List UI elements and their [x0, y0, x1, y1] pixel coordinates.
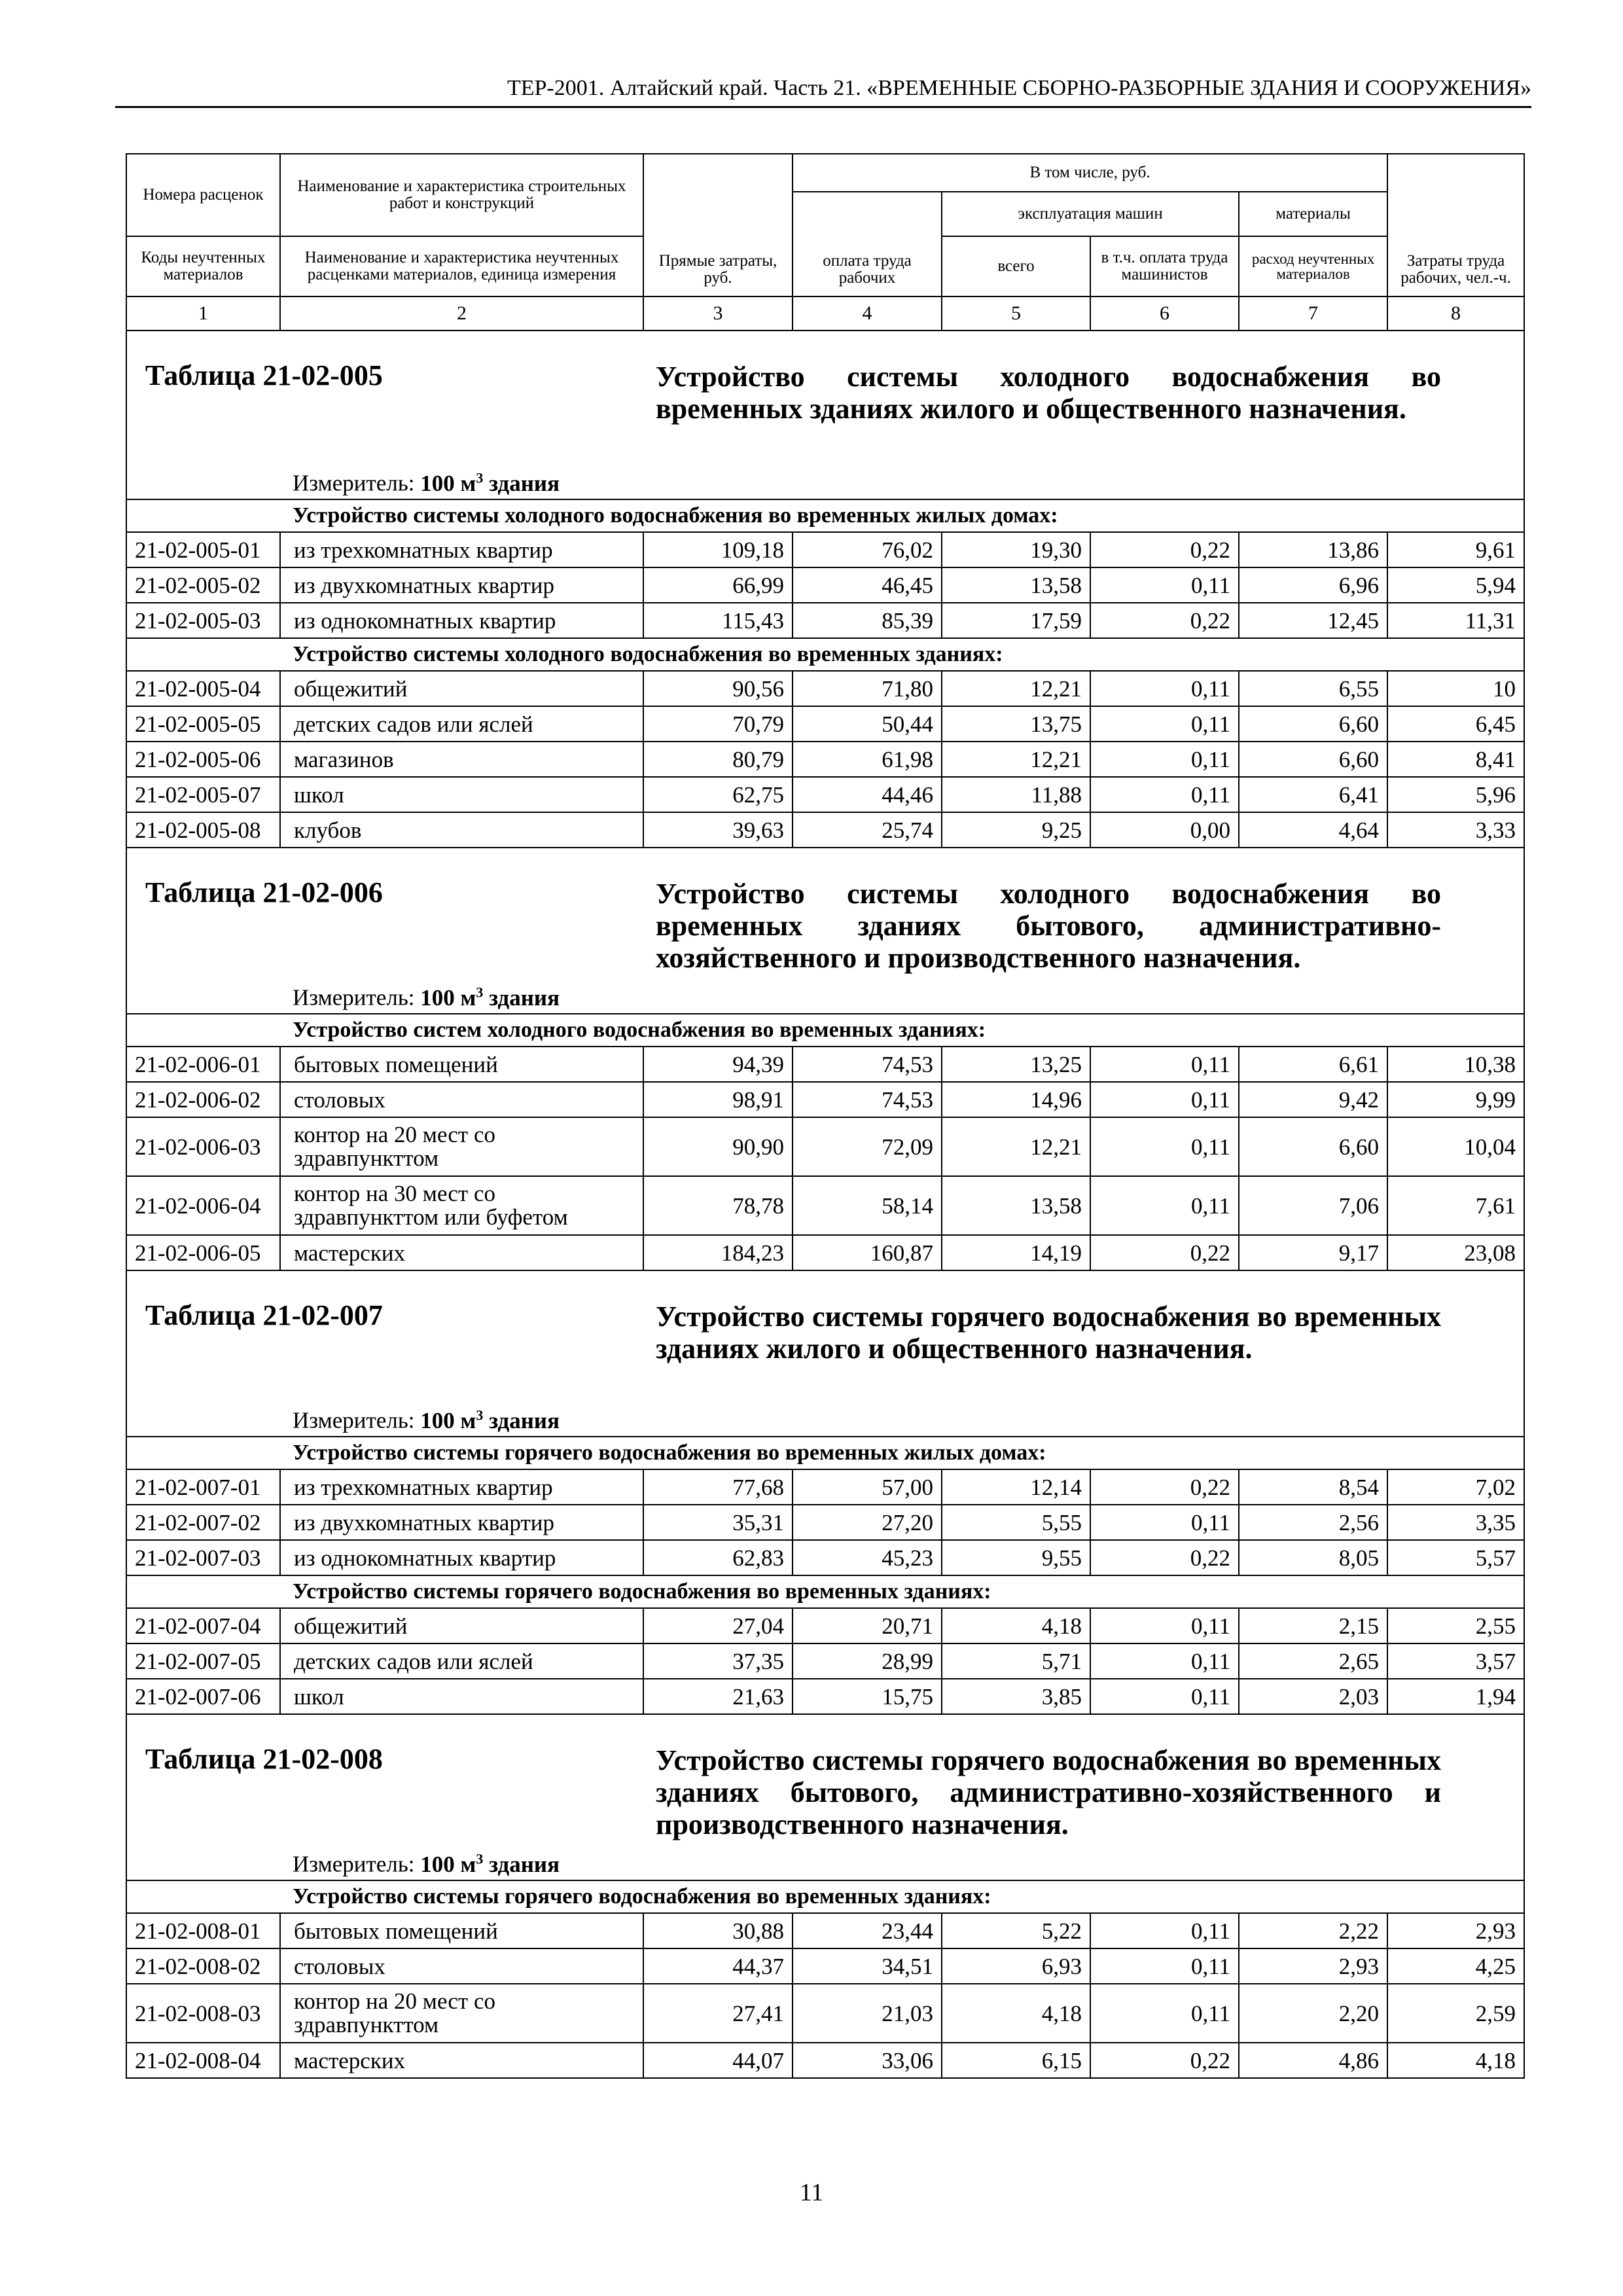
machines-total: 13,58 [942, 567, 1090, 603]
table-row [126, 532, 1524, 567]
rate-code: 21-02-007-02 [126, 1505, 280, 1540]
col-header-unaccounted-consumption: расход неучтенных материалов [1239, 236, 1387, 296]
machinists-pay: 0,11 [1090, 1948, 1239, 1984]
machines-total: 14,96 [942, 1082, 1090, 1117]
work-name: бытовых помещений [280, 1913, 643, 1948]
page-number: 11 [799, 2179, 824, 2206]
direct-costs: 90,90 [643, 1117, 793, 1176]
rate-code: 21-02-007-05 [126, 1643, 280, 1679]
direct-costs: 94,39 [643, 1047, 793, 1082]
rate-code: 21-02-008-04 [126, 2043, 280, 2078]
rate-code: 21-02-007-03 [126, 1540, 280, 1575]
table-row [126, 1984, 1524, 2043]
section-title: Устройство системы горячего водоснабжения во временных жилых домах: [126, 1437, 1524, 1469]
worker-pay: 33,06 [793, 2043, 942, 2078]
machinists-pay: 0,11 [1090, 1643, 1239, 1679]
table-row [126, 1679, 1524, 1714]
machines-total: 9,25 [942, 812, 1090, 848]
labor-costs: 9,99 [1387, 1082, 1524, 1117]
work-name: мастерских [280, 1235, 643, 1270]
table-row [126, 1505, 1524, 1540]
table-title: Устройство системы холодного водоснабжения во временных зданиях жилого и общественного назначения. [656, 361, 1441, 425]
machinists-pay: 0,11 [1090, 1117, 1239, 1176]
direct-costs: 66,99 [643, 567, 793, 603]
measure-unit: Измеритель: 100 $м^3$ здания [293, 984, 560, 1011]
rate-code: 21-02-005-02 [126, 567, 280, 603]
work-name: общежитий [280, 671, 643, 706]
worker-pay: 61,98 [793, 742, 942, 777]
table-row [126, 1235, 1524, 1270]
col-header-unaccounted-names: Наименование и характеристика неучтенных расценками материалов, единица измерения [280, 236, 643, 296]
col-header-machinists-pay: в т.ч. оплата труда машинистов [1090, 236, 1239, 296]
work-name: контор на 20 мест со здравпункттом [280, 1117, 643, 1176]
labor-costs: 11,31 [1387, 603, 1524, 638]
direct-costs: 44,07 [643, 2043, 793, 2078]
labor-costs: 8,41 [1387, 742, 1524, 777]
rate-code: 21-02-005-06 [126, 742, 280, 777]
machinists-pay: 0,22 [1090, 1235, 1239, 1270]
machinists-pay: 0,11 [1090, 777, 1239, 812]
work-name: мастерских [280, 2043, 643, 2078]
section-header [126, 1014, 1524, 1047]
measure-unit: Измеритель: 100 $м^3$ здания [293, 1407, 560, 1433]
table-row [126, 567, 1524, 603]
machines-total: 5,71 [942, 1643, 1090, 1679]
worker-pay: 15,75 [793, 1679, 942, 1714]
work-name: столовых [280, 1948, 643, 1984]
worker-pay: 21,03 [793, 1984, 942, 2043]
section-title: Устройство системы холодного водоснабжения во временных жилых домах: [126, 499, 1524, 532]
machines-total: 5,55 [942, 1505, 1090, 1540]
rate-code: 21-02-005-04 [126, 671, 280, 706]
col-number: 8 [1387, 296, 1524, 331]
materials-consumption: 13,86 [1239, 532, 1387, 567]
materials-consumption: 6,41 [1239, 777, 1387, 812]
work-name: школ [280, 777, 643, 812]
rate-code: 21-02-007-06 [126, 1679, 280, 1714]
machines-total: 14,19 [942, 1235, 1090, 1270]
labor-costs: 4,18 [1387, 2043, 1524, 2078]
rate-code: 21-02-006-01 [126, 1047, 280, 1082]
worker-pay: 72,09 [793, 1117, 942, 1176]
worker-pay: 45,23 [793, 1540, 942, 1575]
direct-costs: 115,43 [643, 603, 793, 638]
worker-pay: 25,74 [793, 812, 942, 848]
work-name: контор на 20 мест со здравпункттом [280, 1984, 643, 2043]
section-header [126, 499, 1524, 532]
machines-total: 6,93 [942, 1948, 1090, 1984]
labor-costs: 2,59 [1387, 1984, 1524, 2043]
machinists-pay: 0,22 [1090, 1469, 1239, 1505]
rate-code: 21-02-005-03 [126, 603, 280, 638]
table-row [126, 1047, 1524, 1082]
work-name: детских садов или яслей [280, 706, 643, 742]
direct-costs: 27,41 [643, 1984, 793, 2043]
direct-costs: 98,91 [643, 1082, 793, 1117]
materials-consumption: 4,86 [1239, 2043, 1387, 2078]
machines-total: 12,21 [942, 742, 1090, 777]
col-header-unaccounted-codes: Коды неучтенных материалов [126, 236, 280, 296]
work-name: из однокомнатных квартир [280, 1540, 643, 1575]
machines-total: 3,85 [942, 1679, 1090, 1714]
work-name: бытовых помещений [280, 1047, 643, 1082]
col-header-including: В том числе, руб. [793, 154, 1387, 192]
labor-costs: 2,55 [1387, 1608, 1524, 1643]
work-name: детских садов или яслей [280, 1643, 643, 1679]
materials-consumption: 6,55 [1239, 671, 1387, 706]
machinists-pay: 0,00 [1090, 812, 1239, 848]
materials-consumption: 2,22 [1239, 1913, 1387, 1948]
col-header-machines: эксплуатация машин [942, 192, 1239, 236]
labor-costs: 23,08 [1387, 1235, 1524, 1270]
work-name: из двухкомнатных квартир [280, 1505, 643, 1540]
rate-code: 21-02-005-01 [126, 532, 280, 567]
machinists-pay: 0,11 [1090, 671, 1239, 706]
rate-code: 21-02-008-01 [126, 1913, 280, 1948]
work-name: общежитий [280, 1608, 643, 1643]
table-row [126, 742, 1524, 777]
machinists-pay: 0,22 [1090, 2043, 1239, 2078]
direct-costs: 184,23 [643, 1235, 793, 1270]
labor-costs: 7,02 [1387, 1469, 1524, 1505]
direct-costs: 44,37 [643, 1948, 793, 1984]
machinists-pay: 0,22 [1090, 532, 1239, 567]
work-name: столовых [280, 1082, 643, 1117]
materials-consumption: 6,60 [1239, 742, 1387, 777]
machines-total: 13,25 [942, 1047, 1090, 1082]
work-name: из однокомнатных квартир [280, 603, 643, 638]
table-row [126, 1082, 1524, 1117]
worker-pay: 58,14 [793, 1176, 942, 1235]
worker-pay: 85,39 [793, 603, 942, 638]
materials-consumption: 4,64 [1239, 812, 1387, 848]
materials-consumption: 6,60 [1239, 706, 1387, 742]
direct-costs: 39,63 [643, 812, 793, 848]
col-header-direct-costs: Прямые затраты, руб. [643, 154, 793, 296]
materials-consumption: 6,61 [1239, 1047, 1387, 1082]
col-header-machines-total: всего [942, 236, 1090, 296]
machines-total: 12,21 [942, 671, 1090, 706]
direct-costs: 62,75 [643, 777, 793, 812]
labor-costs: 10,38 [1387, 1047, 1524, 1082]
table-row [126, 1913, 1524, 1948]
machines-total: 12,14 [942, 1469, 1090, 1505]
table-title: Устройство системы холодного водоснабжения во временных зданиях бытового, административно-хозяйственного и производственного назначения. [656, 878, 1441, 974]
machinists-pay: 0,11 [1090, 1505, 1239, 1540]
labor-costs: 10 [1387, 671, 1524, 706]
table-label: Таблица 21-02-008 [145, 1743, 383, 1775]
section-title: Устройство системы горячего водоснабжения во временных зданиях: [126, 1880, 1524, 1913]
work-name: школ [280, 1679, 643, 1714]
machines-total: 6,15 [942, 2043, 1090, 2078]
worker-pay: 23,44 [793, 1913, 942, 1948]
table-row [126, 671, 1524, 706]
direct-costs: 37,35 [643, 1643, 793, 1679]
worker-pay: 57,00 [793, 1469, 942, 1505]
direct-costs: 30,88 [643, 1913, 793, 1948]
materials-consumption: 9,42 [1239, 1082, 1387, 1117]
direct-costs: 90,56 [643, 671, 793, 706]
machinists-pay: 0,11 [1090, 742, 1239, 777]
table-row [126, 1469, 1524, 1505]
worker-pay: 160,87 [793, 1235, 942, 1270]
rate-code: 21-02-007-04 [126, 1608, 280, 1643]
machines-total: 13,58 [942, 1176, 1090, 1235]
machinists-pay: 0,11 [1090, 1082, 1239, 1117]
materials-consumption: 2,15 [1239, 1608, 1387, 1643]
labor-costs: 3,35 [1387, 1505, 1524, 1540]
work-name: магазинов [280, 742, 643, 777]
labor-costs: 5,57 [1387, 1540, 1524, 1575]
machines-total: 4,18 [942, 1608, 1090, 1643]
table-title-block [126, 331, 1524, 499]
labor-costs: 5,96 [1387, 777, 1524, 812]
col-header-materials: материалы [1239, 192, 1387, 236]
table-label: Таблица 21-02-007 [145, 1299, 383, 1331]
worker-pay: 34,51 [793, 1948, 942, 1984]
machines-total: 13,75 [942, 706, 1090, 742]
materials-consumption: 2,03 [1239, 1679, 1387, 1714]
worker-pay: 44,46 [793, 777, 942, 812]
rate-code: 21-02-006-05 [126, 1235, 280, 1270]
section-title: Устройство системы горячего водоснабжения во временных зданиях: [126, 1575, 1524, 1608]
machines-total: 12,21 [942, 1117, 1090, 1176]
section-header [126, 1575, 1524, 1608]
table-title-block [126, 1270, 1524, 1437]
machinists-pay: 0,11 [1090, 567, 1239, 603]
worker-pay: 28,99 [793, 1643, 942, 1679]
rates-table [126, 153, 1525, 2079]
work-name: из двухкомнатных квартир [280, 567, 643, 603]
machinists-pay: 0,11 [1090, 1176, 1239, 1235]
machinists-pay: 0,22 [1090, 1540, 1239, 1575]
col-header-work-name: Наименование и характеристика строительных работ и конструкций [280, 154, 643, 236]
work-name: из трехкомнатных квартир [280, 1469, 643, 1505]
col-number: 1 [126, 296, 280, 331]
machinists-pay: 0,11 [1090, 1608, 1239, 1643]
table-row [126, 1643, 1524, 1679]
rate-code: 21-02-005-07 [126, 777, 280, 812]
table-row [126, 1948, 1524, 1984]
table-title: Устройство системы горячего водоснабжения во временных зданиях бытового, административно-хозяйственного и производственного назначения. [656, 1744, 1441, 1840]
section-header [126, 638, 1524, 671]
work-name: клубов [280, 812, 643, 848]
rate-code: 21-02-006-02 [126, 1082, 280, 1117]
worker-pay: 50,44 [793, 706, 942, 742]
materials-consumption: 9,17 [1239, 1235, 1387, 1270]
labor-costs: 3,33 [1387, 812, 1524, 848]
section-title: Устройство системы холодного водоснабжения во временных зданиях: [126, 638, 1524, 671]
labor-costs: 1,94 [1387, 1679, 1524, 1714]
col-number: 2 [280, 296, 643, 331]
direct-costs: 77,68 [643, 1469, 793, 1505]
col-number: 5 [942, 296, 1090, 331]
materials-consumption: 2,20 [1239, 1984, 1387, 2043]
work-name: контор на 30 мест со здравпункттом или буфетом [280, 1176, 643, 1235]
materials-consumption: 6,60 [1239, 1117, 1387, 1176]
materials-consumption: 12,45 [1239, 603, 1387, 638]
measure-unit: Измеритель: 100 $м^3$ здания [293, 469, 560, 496]
col-number: 6 [1090, 296, 1239, 331]
direct-costs: 21,63 [643, 1679, 793, 1714]
rate-code: 21-02-008-03 [126, 1984, 280, 2043]
materials-consumption: 2,93 [1239, 1948, 1387, 1984]
machinists-pay: 0,11 [1090, 706, 1239, 742]
machines-total: 5,22 [942, 1913, 1090, 1948]
worker-pay: 27,20 [793, 1505, 942, 1540]
rate-code: 21-02-006-03 [126, 1117, 280, 1176]
direct-costs: 80,79 [643, 742, 793, 777]
machinists-pay: 0,11 [1090, 1047, 1239, 1082]
materials-consumption: 7,06 [1239, 1176, 1387, 1235]
machinists-pay: 0,11 [1090, 1984, 1239, 2043]
direct-costs: 109,18 [643, 532, 793, 567]
machines-total: 9,55 [942, 1540, 1090, 1575]
labor-costs: 4,25 [1387, 1948, 1524, 1984]
table-row [126, 2043, 1524, 2078]
table-label: Таблица 21-02-005 [145, 359, 383, 391]
col-number: 7 [1239, 296, 1387, 331]
machinists-pay: 0,11 [1090, 1913, 1239, 1948]
section-header [126, 1437, 1524, 1469]
labor-costs: 2,93 [1387, 1913, 1524, 1948]
col-header-rate-numbers: Номера расценок [126, 154, 280, 236]
labor-costs: 3,57 [1387, 1643, 1524, 1679]
direct-costs: 35,31 [643, 1505, 793, 1540]
direct-costs: 27,04 [643, 1608, 793, 1643]
materials-consumption: 2,56 [1239, 1505, 1387, 1540]
table-row [126, 1540, 1524, 1575]
rate-code: 21-02-006-04 [126, 1176, 280, 1235]
labor-costs: 9,61 [1387, 532, 1524, 567]
materials-consumption: 8,54 [1239, 1469, 1387, 1505]
section-header [126, 1880, 1524, 1913]
measure-unit: Измеритель: 100 $м^3$ здания [293, 1850, 560, 1877]
worker-pay: 74,53 [793, 1082, 942, 1117]
table-title: Устройство системы горячего водоснабжения во временных зданиях жилого и общественного назначения. [656, 1300, 1441, 1365]
worker-pay: 76,02 [793, 532, 942, 567]
labor-costs: 5,94 [1387, 567, 1524, 603]
table-row [126, 812, 1524, 848]
table-row [126, 603, 1524, 638]
table-row [126, 706, 1524, 742]
table-row [126, 1176, 1524, 1235]
materials-consumption: 2,65 [1239, 1643, 1387, 1679]
rate-code: 21-02-008-02 [126, 1948, 280, 1984]
materials-consumption: 6,96 [1239, 567, 1387, 603]
worker-pay: 46,45 [793, 567, 942, 603]
direct-costs: 62,83 [643, 1540, 793, 1575]
worker-pay: 71,80 [793, 671, 942, 706]
labor-costs: 7,61 [1387, 1176, 1524, 1235]
section-title: Устройство систем холодного водоснабжения во временных зданиях: [126, 1014, 1524, 1047]
col-header-labor: Затраты труда рабочих, чел.-ч. [1387, 154, 1524, 296]
machinists-pay: 0,11 [1090, 1679, 1239, 1714]
table-row [126, 1117, 1524, 1176]
machines-total: 11,88 [942, 777, 1090, 812]
labor-costs: 6,45 [1387, 706, 1524, 742]
table-title-block [126, 1714, 1524, 1880]
materials-consumption: 8,05 [1239, 1540, 1387, 1575]
rate-code: 21-02-007-01 [126, 1469, 280, 1505]
labor-costs: 10,04 [1387, 1117, 1524, 1176]
table-row [126, 777, 1524, 812]
col-number: 4 [793, 296, 942, 331]
machines-total: 19,30 [942, 532, 1090, 567]
col-header-worker-pay: оплата труда рабочих [793, 192, 942, 296]
table-title-block [126, 848, 1524, 1014]
direct-costs: 78,78 [643, 1176, 793, 1235]
machines-total: 4,18 [942, 1984, 1090, 2043]
machines-total: 17,59 [942, 603, 1090, 638]
page-header: ТЕР-2001. Алтайский край. Часть 21. «ВРЕМЕННЫЕ СБОРНО-РАЗБОРНЫЕ ЗДАНИЯ И СООРУЖЕНИЯ» [115, 71, 1531, 108]
worker-pay: 74,53 [793, 1047, 942, 1082]
table-row [126, 1608, 1524, 1643]
work-name: из трехкомнатных квартир [280, 532, 643, 567]
rate-code: 21-02-005-05 [126, 706, 280, 742]
col-number: 3 [643, 296, 793, 331]
table-label: Таблица 21-02-006 [145, 876, 383, 908]
direct-costs: 70,79 [643, 706, 793, 742]
machinists-pay: 0,22 [1090, 603, 1239, 638]
rate-code: 21-02-005-08 [126, 812, 280, 848]
worker-pay: 20,71 [793, 1608, 942, 1643]
